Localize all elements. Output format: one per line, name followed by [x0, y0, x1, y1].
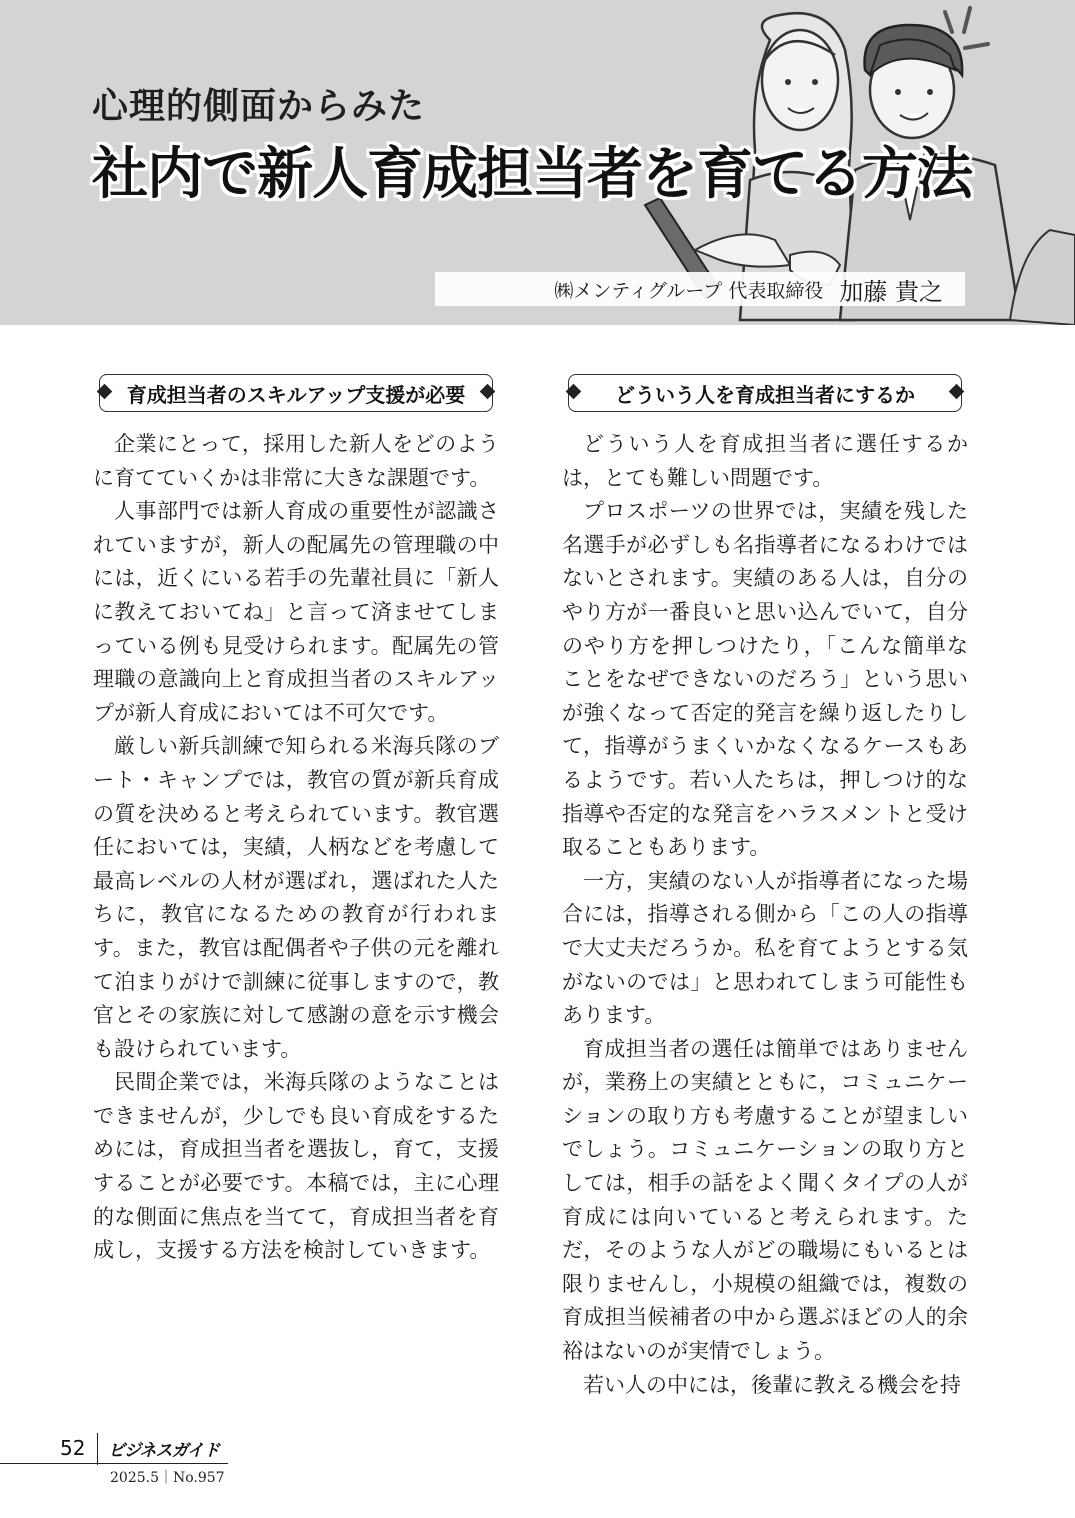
footer-divider — [97, 1433, 98, 1465]
article-title: 社内で新人育成担当者を育てる方法 — [92, 142, 972, 207]
heading-rule-top — [574, 374, 956, 375]
section-heading-text: どういう人を育成担当者にするか — [607, 379, 923, 408]
paragraph: 育成担当者の選任は簡単ではありませんが，業務上の実績とともに，コミュニケーションの取り方も考慮することが望ましいでしょう。コミュニケーションの取り方としては，相手の話をよく聞くタイプの人が育成には向いていると考えられます。ただ，そのような人がどの職場にもいるとは限りませんし，小規模の組織では，複数の育成担当候補者の中から選ぶほどの人的余裕はないのが実情でしょう。 — [562, 1036, 968, 1364]
paragraph: 若い人の中には，後輩に教える機会を持 — [583, 1372, 961, 1397]
paragraph: 民間企業では，米海兵隊のようなことはできませんが，少しでも良い育成をするためには，育成担当者を選抜し，育て，支援することが必要です。本稿では，主に心理的な側面に焦点を当てて，育成担当者を育成し，支援する方法を検討していきます。 — [93, 1070, 499, 1263]
footer-rule — [0, 1463, 228, 1464]
heading-rule-top — [105, 374, 487, 375]
author-byline — [435, 272, 965, 306]
article-subtitle: 心理的側面からみた — [92, 86, 426, 127]
paragraph: 一方，実績のない人が指導者になった場合には，指導される側から「この人の指導で大丈夫だろうか。私を育てようとする気がないのでは」と思われてしまう可能性もあります。 — [562, 868, 968, 1028]
author-name: 加藤 貴之 — [839, 277, 943, 306]
paragraph: 企業にとって，採用した新人をどのように育てていくかは非常に大きな課題です。 — [93, 432, 499, 490]
section-heading-left — [93, 370, 499, 416]
heading-rule-bottom — [105, 411, 487, 412]
page-number: 52 — [60, 1436, 86, 1460]
section-heading-right — [562, 370, 968, 416]
right-column-body — [562, 428, 968, 1402]
heading-rule-bottom — [574, 411, 956, 412]
header-banner — [0, 0, 1075, 325]
section-heading-text: 育成担当者のスキルアップ支援が必要 — [119, 379, 473, 408]
paragraph: 厳しい新兵訓練で知られる米海兵隊のブート・キャンプでは，教官の質が新兵育成の質を決めると考えられています。教官選任においては，実績，人柄などを考慮して最高レベルの人材が選ばれ，選ばれた人たちに，教官になるための教育が行われます。また，教官は配偶者や子供の元を離れて泊まりがけで訓練に従事しますので，教官とその家族に対して感謝の意を示す機会も設けられています。 — [93, 734, 499, 1061]
left-column-body — [93, 428, 499, 1268]
paragraph: どういう人を育成担当者に選任するかは，とても難しい問題です。 — [562, 432, 968, 490]
author-company: ㈱メンティグループ 代表取締役 — [554, 279, 824, 302]
paragraph: プロスポーツの世界では，実績を残した名選手が必ずしも名指導者になるわけではないとされます。実績のある人は，自分のやり方が一番良いと思い込んでいて，自分のやり方を押しつけたり，「こんな簡単なことをなぜできないのだろう」という思いが強くなって否定的発言を繰り返したりして，指導がうまくいかなくなるケースもあるようです。若い人たちは，押しつけ的な指導や否定的な発言をハラスメントと受け取ることもあります。 — [562, 499, 968, 860]
paragraph: 人事部門では新人育成の重要性が認識されていますが，新人の配属先の管理職の中には，近くにいる若手の先輩社員に「新人に教えておいてね」と言って済ませてしまっている例も見受けられます。配属先の管理職の意識向上と育成担当者のスキルアップが新人育成においては不可欠です。 — [93, 499, 499, 725]
magazine-logo: ビジネスガイド — [108, 1441, 219, 1461]
issue-info: 2025.5｜No.957 — [110, 1470, 225, 1486]
